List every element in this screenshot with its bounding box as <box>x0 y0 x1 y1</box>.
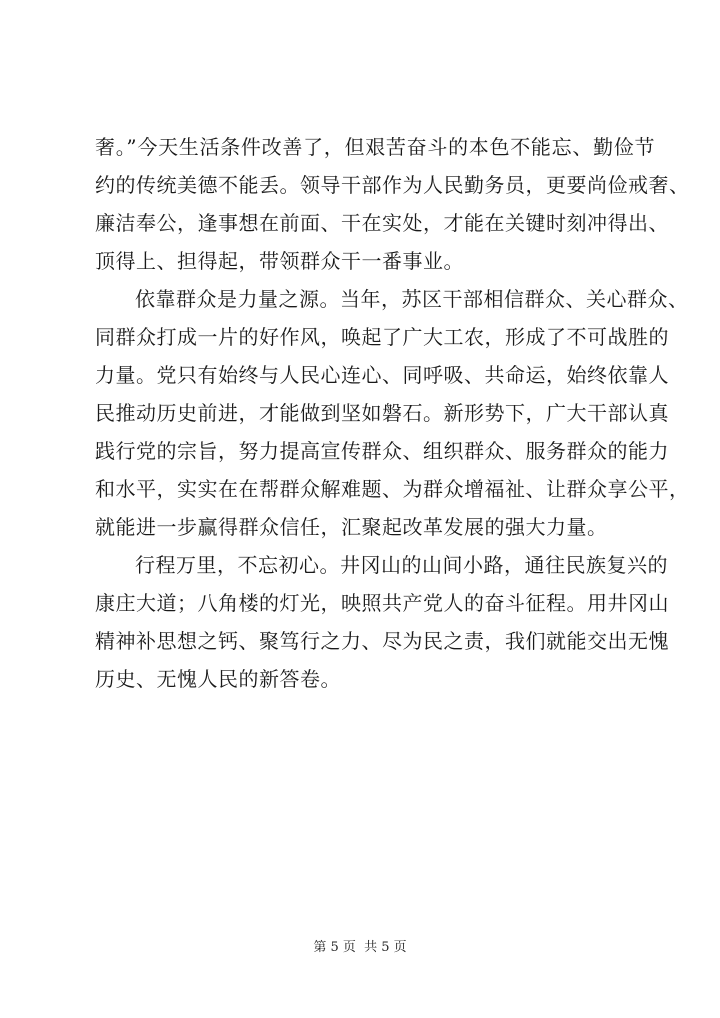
text-line: 同群众打成一片的好作风，唤起了广大工农，形成了不可战胜的 <box>95 325 669 349</box>
text-line: 践行党的宗旨，努力提高宣传群众、组织群众、服务群众的能力 <box>95 439 669 463</box>
text-line: 历史、无愧人民的新答卷。 <box>95 667 341 691</box>
text-line: 依靠群众是力量之源。当年，苏区干部相信群众、关心群众、 <box>135 287 689 311</box>
text-line: 精神补思想之钙、聚笃行之力、尽为民之责，我们就能交出无愧 <box>95 629 669 653</box>
paragraph-3 <box>95 546 669 698</box>
page-total: 共 5 页 <box>364 940 407 955</box>
text-line: 康庄大道；八角楼的灯光，映照共产党人的奋斗征程。用井冈山 <box>95 591 669 615</box>
text-line: 就能进一步赢得群众信任，汇聚起改革发展的强大力量。 <box>95 515 608 539</box>
page-footer <box>0 938 720 958</box>
text-line: 廉洁奉公，逢事想在前面、干在实处，才能在关键时刻冲得出、 <box>95 211 669 235</box>
paragraph-1 <box>95 128 690 280</box>
text-line: 约的传统美德不能丢。领导干部作为人民勤务员，更要尚俭戒奢、 <box>95 173 690 197</box>
text-line: 奢。”今天生活条件改善了，但艰苦奋斗的本色不能忘、勤俭节 <box>95 135 655 159</box>
text-line: 顶得上、担得起，带领群众干一番事业。 <box>95 249 464 273</box>
paragraph-2 <box>95 280 690 546</box>
text-line: 行程万里，不忘初心。井冈山的山间小路，通往民族复兴的 <box>135 553 668 577</box>
document-body <box>95 128 690 698</box>
text-line: 民推动历史前进，才能做到坚如磐石。新形势下，广大干部认真 <box>95 401 669 425</box>
page-number: 第 5 页 <box>313 940 356 955</box>
text-line: 和水平，实实在在帮群众解难题、为群众增福祉、让群众享公平， <box>95 477 690 501</box>
text-line: 力量。党只有始终与人民心连心、同呼吸、共命运，始终依靠人 <box>95 363 669 387</box>
